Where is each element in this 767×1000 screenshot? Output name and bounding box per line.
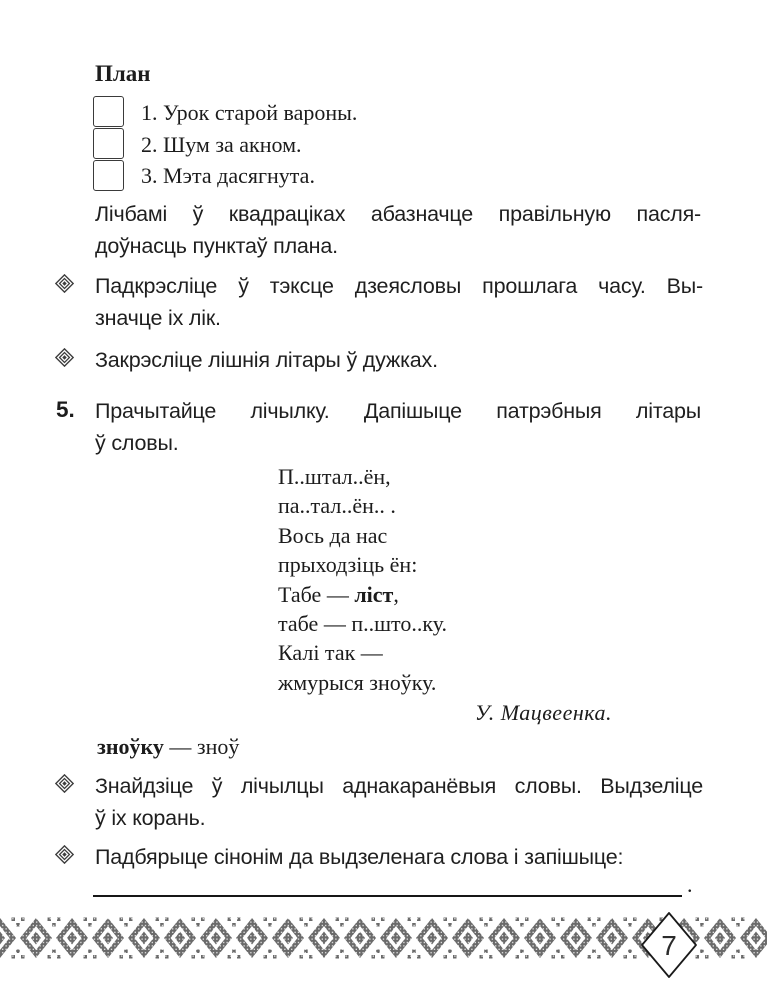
text-line: табе — п..што..ку. [278, 611, 448, 637]
text-line: жмурыся зноўку. [278, 669, 437, 695]
text-line: Падбярыце сінонім да выдзеленага слова і запішыце: [95, 845, 624, 869]
plan-checkbox-2[interactable] [93, 128, 124, 159]
answer-line-period: . [687, 872, 693, 897]
page-number-diamond [639, 910, 699, 980]
text-line: Калі так — [278, 640, 383, 666]
plan-checkbox-3[interactable] [93, 160, 124, 191]
page-number: 7 [661, 930, 677, 961]
text-line: Вось да нас [278, 522, 388, 548]
text-line: значце іх лік. [95, 305, 221, 330]
answer-writing-line[interactable] [93, 868, 682, 897]
text-line: ў словы. [95, 430, 179, 455]
task-same-root-words [95, 771, 703, 834]
text-line: Лічбамі ў квадраціках абазначце правільную пасля- [95, 202, 701, 226]
text-line: Табе — ліст, [278, 581, 399, 607]
text-line: ў іх корань. [95, 805, 206, 830]
plan-items [141, 97, 357, 192]
text-line: Падкрэсліце ў тэксце дзеясловы прошлага часу. Вы- [95, 274, 703, 298]
exercise-instruction [95, 396, 701, 459]
text-line: Закрэсліце лішнія літары ў дужках. [95, 348, 438, 372]
plan-checkbox-1[interactable] [93, 96, 124, 127]
text-line: П..штал..ён, [278, 464, 391, 489]
vocab-note: зноўку — зноў [97, 734, 240, 759]
diamond-bullet-icon [55, 274, 74, 293]
text-line: прыходзіць ён: [278, 552, 418, 578]
diamond-bullet-icon [55, 774, 74, 793]
task-underline-verbs [95, 271, 703, 334]
poem-text [278, 462, 447, 697]
exercise-number: 5. [56, 397, 75, 422]
text-line: 2. Шум за акном. [141, 131, 302, 157]
text-line: Прачытайце лічылку. Дапішыце патрэбныя літары [95, 399, 701, 423]
text-line: Знайдзіце ў лічылцы аднакаранёвыя словы. Выдзеліце [95, 774, 703, 798]
poem-author: У. Мацвеенка. [474, 700, 612, 725]
plan-instruction [95, 199, 701, 262]
task-cross-out-letters [95, 345, 703, 377]
text-line: 3. Мэта дасягнута. [141, 163, 315, 189]
text-line: па..тал..ён.. . [278, 493, 396, 519]
text-line: 1. Урок старой вароны. [141, 100, 358, 125]
plan-heading: План [95, 61, 151, 86]
diamond-bullet-icon [55, 348, 74, 367]
diamond-bullet-icon [55, 845, 74, 864]
text-line: доўнасць пунктаў плана. [95, 233, 338, 258]
